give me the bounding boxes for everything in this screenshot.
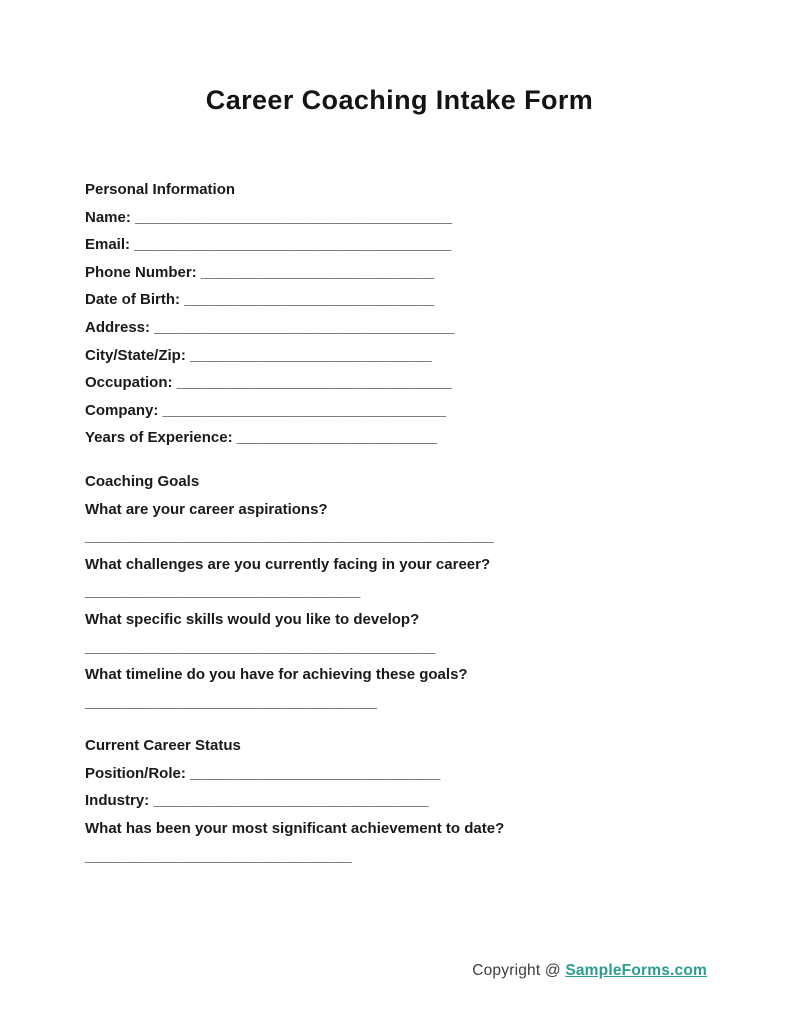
field-blank-line: ____________________________________ bbox=[154, 318, 455, 336]
field-blank-line: _________________________________ bbox=[176, 374, 452, 392]
field-label: Years of Experience: bbox=[85, 429, 233, 447]
field-row-company bbox=[85, 397, 730, 425]
field-blank-line: ______________________________ bbox=[190, 764, 441, 782]
field-label: Address: bbox=[85, 318, 151, 336]
field-row-city-state-zip bbox=[85, 342, 730, 370]
section-heading-personal: Personal Information bbox=[85, 181, 236, 198]
field-blank-line: ________________________ bbox=[236, 429, 437, 447]
field-blank-line: ______________________________________ bbox=[134, 236, 452, 254]
field-row-date-of-birth bbox=[85, 286, 730, 314]
section-coaching-goals bbox=[85, 468, 730, 716]
field-label: Date of Birth: bbox=[85, 291, 180, 309]
field-blank-line: _____________________________ bbox=[190, 346, 432, 364]
field-label: Email: bbox=[85, 236, 131, 254]
question-text: What are your career aspirations? bbox=[85, 500, 328, 518]
field-row-years-of-experience bbox=[85, 424, 730, 452]
field-label: Position/Role: bbox=[85, 764, 186, 782]
field-blank-line: ______________________________ bbox=[184, 291, 435, 309]
field-row-industry bbox=[85, 787, 730, 815]
answer-blank-line: _________________________________________________ bbox=[85, 528, 494, 546]
field-row-position-role bbox=[85, 760, 730, 788]
field-label: Company: bbox=[85, 401, 159, 419]
form-body bbox=[85, 176, 730, 870]
field-row-phone-number bbox=[85, 259, 730, 287]
field-blank-line: __________________________________ bbox=[162, 401, 447, 419]
field-label: Industry: bbox=[85, 792, 150, 810]
field-blank-line: ____________________________ bbox=[200, 263, 435, 281]
answer-blank-line: ___________________________________ bbox=[85, 693, 377, 711]
section-heading-status: Current Career Status bbox=[85, 737, 241, 755]
question-text: What challenges are you currently facing in your career? bbox=[85, 555, 491, 573]
field-label: Phone Number: bbox=[85, 263, 197, 281]
field-row-name bbox=[85, 204, 730, 232]
section-personal-information bbox=[85, 176, 730, 452]
field-row-address bbox=[85, 314, 730, 342]
field-label: Occupation: bbox=[85, 374, 173, 392]
answer-blank-line: _________________________________ bbox=[85, 583, 361, 601]
sampleforms-link[interactable]: SampleForms.com bbox=[565, 962, 707, 979]
section-current-career-status bbox=[85, 732, 730, 870]
field-row-email bbox=[85, 231, 730, 259]
question-text: What has been your most significant achievement to date? bbox=[85, 820, 505, 838]
copyright-text: Copyright @ bbox=[472, 962, 561, 979]
footer bbox=[472, 962, 707, 980]
question-text: What specific skills would you like to develop? bbox=[85, 610, 420, 628]
field-blank-line: _________________________________ bbox=[153, 792, 429, 810]
field-label: City/State/Zip: bbox=[85, 346, 186, 364]
answer-blank-line: __________________________________________ bbox=[85, 638, 436, 656]
field-blank-line: ______________________________________ bbox=[135, 208, 453, 226]
field-row-occupation bbox=[85, 369, 730, 397]
question-text: What timeline do you have for achieving these goals? bbox=[85, 666, 468, 684]
field-label: Name: bbox=[85, 208, 131, 226]
section-heading-goals: Coaching Goals bbox=[85, 472, 200, 490]
form-title: Career Coaching Intake Form bbox=[205, 85, 594, 115]
answer-blank-line: ________________________________ bbox=[85, 847, 352, 865]
